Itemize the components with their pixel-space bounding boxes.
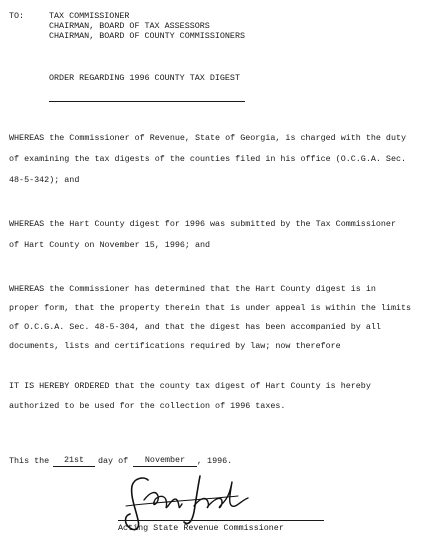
paragraph-line: of O.C.G.A. Sec. 48-5-304, and that the digest has been accompanied by all <box>9 322 381 332</box>
date-middle: day of <box>98 456 129 466</box>
signature-line <box>118 520 324 521</box>
paragraph-line: WHEREAS the Commissioner of Revenue, State of Georgia, is charged with the duty <box>9 133 407 143</box>
paragraph-line: authorized to be used for the collection of 1996 taxes. <box>9 401 286 411</box>
paragraph-line: proper form, that the property therein that is under appeal is within the limits <box>9 303 412 313</box>
recipient-line: TAX COMMISSIONER <box>49 11 130 21</box>
paragraph-line: IT IS HEREBY ORDERED that the county tax digest of Hart County is hereby <box>9 381 371 391</box>
paragraph-line: of examining the tax digests of the counties filed in his office (O.C.G.A. Sec. <box>9 154 407 164</box>
paragraph-line: 48-5-342); and <box>9 175 80 185</box>
recipient-line: CHAIRMAN, BOARD OF COUNTY COMMISSIONERS <box>49 31 246 41</box>
paragraph-line: WHEREAS the Hart County digest for 1996 was submitted by the Tax Commissioner <box>9 219 396 229</box>
paragraph-line: WHEREAS the Commissioner has determined that the Hart County digest is in <box>9 284 376 294</box>
date-month-field: November <box>133 455 197 467</box>
paragraph-line: documents, lists and certifications required by law; now therefore <box>9 341 341 351</box>
date-suffix: , 1996. <box>197 456 233 466</box>
paragraph-line: of Hart County on November 15, 1996; and <box>9 240 211 250</box>
document-subject: ORDER REGARDING 1996 COUNTY TAX DIGEST <box>49 73 240 83</box>
recipient-line: CHAIRMAN, BOARD OF TAX ASSESSORS <box>49 21 210 31</box>
date-day-field: 21st <box>53 455 95 467</box>
signatory-title: Acting State Revenue Commissioner <box>118 523 284 533</box>
date-prefix: This the <box>9 456 50 466</box>
subject-underline <box>49 101 245 102</box>
to-label: TO: <box>9 11 25 21</box>
